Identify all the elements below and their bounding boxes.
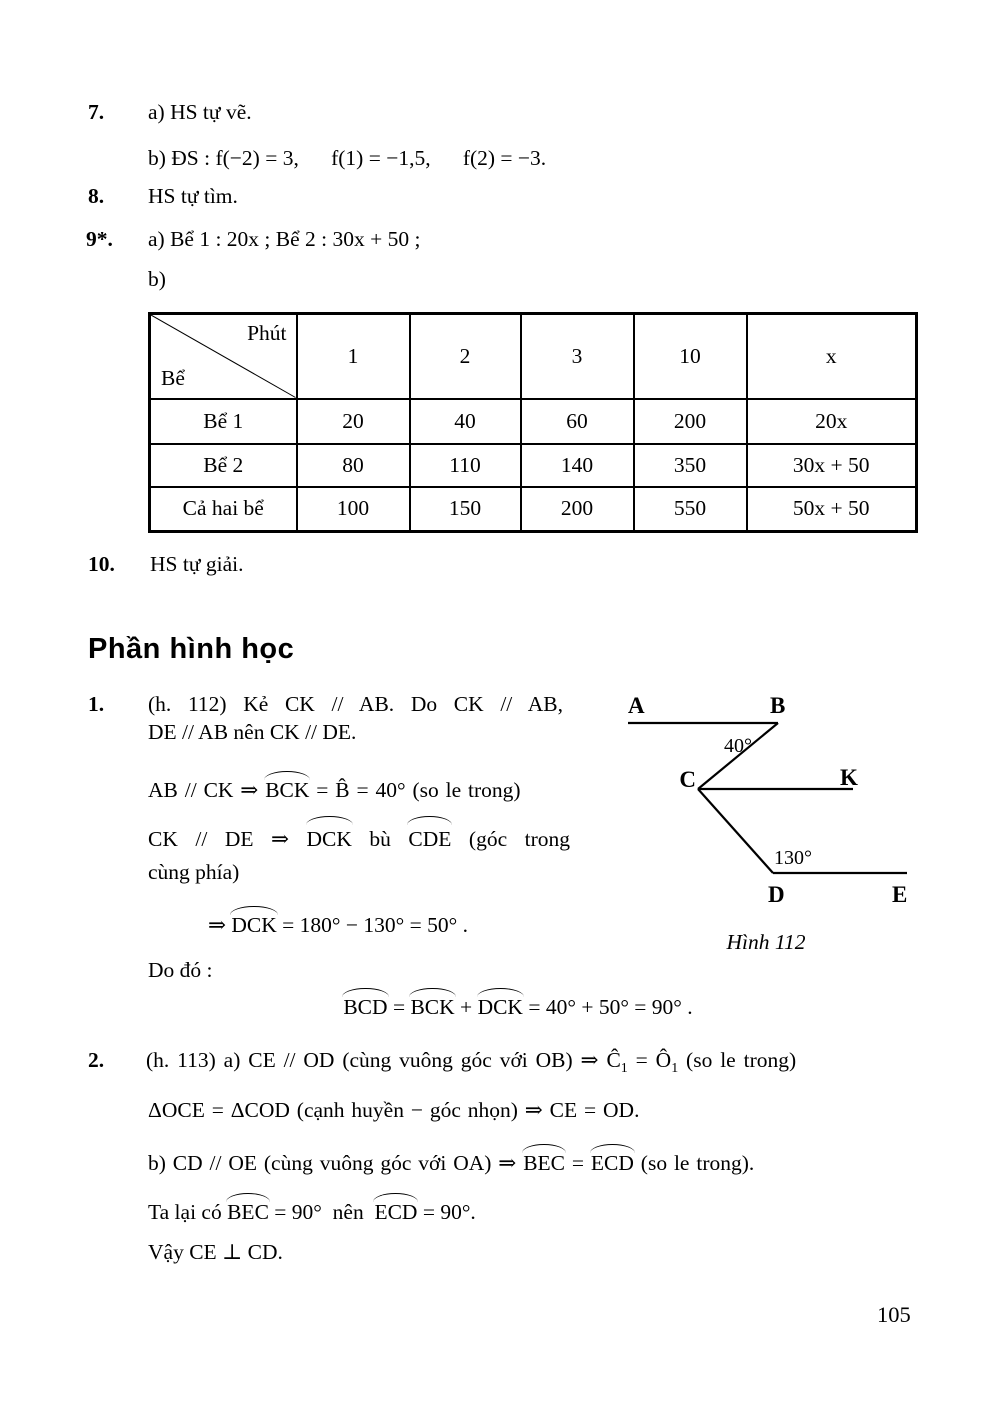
cell: 550 <box>634 487 747 532</box>
page-number: 105 <box>877 1302 911 1327</box>
angle-arc-notation: ECD <box>590 1151 634 1175</box>
cell: 150 <box>410 487 521 532</box>
item-2-line-bec: Ta lại có BEC = 90° nên ECD = 90°. <box>148 1200 476 1224</box>
item-1-equation-dck: ⇒ DCK = 180° − 130° = 50° . <box>208 913 468 937</box>
cell: 80 <box>297 444 410 487</box>
item-2-line-a: (h. 113) a) CE // OD (cùng vuông góc với OB) ⇒ $Ĉ_1$ = $Ô_1$ (so le trong) <box>146 1048 797 1076</box>
item-1-do-do: Do đó : <box>148 958 213 982</box>
item-8-text: HS tự tìm. <box>148 184 238 208</box>
fill-rate-table <box>148 312 918 533</box>
row-label: Cả hai bể <box>150 487 297 532</box>
corner-label-tank: Bể <box>161 365 185 390</box>
point-label-D: D <box>768 882 785 907</box>
cell: 60 <box>521 399 634 444</box>
angle-arc-notation: BCK <box>410 995 455 1019</box>
col-header: 10 <box>634 314 747 399</box>
subscript: 1 <box>671 1060 679 1076</box>
point-label-C: C <box>679 767 696 792</box>
cell: 100 <box>297 487 410 532</box>
angle-arc-notation: BCD <box>343 995 388 1019</box>
subscript: 1 <box>620 1060 628 1076</box>
item-9-line-b: b) <box>148 267 166 291</box>
cell: 140 <box>521 444 634 487</box>
cell: 200 <box>634 399 747 444</box>
cell: 50x + 50 <box>747 487 917 532</box>
item-2-line-triangles: ΔOCE = ΔCOD (cạnh huyền − góc nhọn) ⇒ CE = OD. <box>148 1098 640 1122</box>
item-1-p1-line-2: DE // AB nên CK // DE. <box>148 720 357 744</box>
corner-label-minutes: Phút <box>247 321 287 345</box>
item-2-line-b: b) CD // OE (cùng vuông góc với OA) ⇒ BEC = ECD (so le trong). <box>148 1151 755 1175</box>
item-1-p3-line-2: cùng phía) <box>148 860 240 884</box>
table-row <box>150 487 917 532</box>
cell: 20 <box>297 399 410 444</box>
line-CD <box>698 789 773 873</box>
angle-arc-notation: DCK <box>231 913 277 937</box>
angle-arc-notation: CDE <box>408 823 451 856</box>
table-corner-cell <box>150 314 297 399</box>
angle-label-130: 130° <box>774 847 812 869</box>
item-1-number: 1. <box>88 692 105 716</box>
col-header: 3 <box>521 314 634 399</box>
col-header: 2 <box>410 314 521 399</box>
section-heading-geometry: Phần hình học <box>88 633 295 665</box>
item-2-conclusion: Vậy CE ⊥ CD. <box>148 1240 283 1264</box>
item-10-text: HS tự giải. <box>150 552 244 576</box>
row-label: Bể 2 <box>150 444 297 487</box>
cell: 350 <box>634 444 747 487</box>
item-1-equation-bck: AB // CK ⇒ BCK = B̂ = 40° (so le trong) <box>148 778 521 802</box>
item-9-line-a: a) Bể 1 : 20x ; Bể 2 : 30x + 50 ; <box>148 227 421 251</box>
item-7-line-a: a) HS tự vẽ. <box>148 100 252 124</box>
angle-arc-notation: DCK <box>307 823 352 856</box>
cell: 20x <box>747 399 917 444</box>
item-10-number: 10. <box>88 552 115 576</box>
point-label-E: E <box>892 882 908 907</box>
col-header: x <box>747 314 917 399</box>
row-label: Bể 1 <box>150 399 297 444</box>
angle-arc-notation: BCK <box>265 778 310 802</box>
cell: 200 <box>521 487 634 532</box>
angle-arc-notation: DCK <box>477 995 523 1019</box>
item-2-number: 2. <box>88 1048 105 1072</box>
point-label-B: B <box>770 693 786 718</box>
item-1-paragraph-3 <box>148 823 570 889</box>
table-row <box>150 399 917 444</box>
point-label-A: A <box>628 693 645 718</box>
table-row <box>150 444 917 487</box>
cell: 40 <box>410 399 521 444</box>
angle-arc-notation: BEC <box>523 1151 566 1175</box>
cell: 30x + 50 <box>747 444 917 487</box>
angle-arc-notation: ECD <box>374 1200 418 1224</box>
item-1-equation-bcd: BCD = BCK + DCK = 40° + 50° = 90° . <box>343 995 693 1019</box>
cell: 110 <box>410 444 521 487</box>
item-7-line-b: b) ĐS : f(−2) = 3, f(1) = −1,5, f(2) = −3. <box>148 146 547 170</box>
col-header: 1 <box>297 314 410 399</box>
angle-arc-notation: BEC <box>227 1200 269 1224</box>
item-8-number: 8. <box>88 184 105 208</box>
item-1-p3-line-1: CK // DE ⇒ DCK bù CDE (góc trong <box>148 823 570 856</box>
figure-caption: Hình 112 <box>726 930 806 954</box>
figure-112 <box>612 690 1004 960</box>
item-1-paragraph-1 <box>148 690 563 746</box>
item-7-number: 7. <box>88 100 105 124</box>
point-label-K: K <box>840 765 858 790</box>
angle-label-40: 40° <box>724 735 752 757</box>
item-1-p1-line-1: (h. 112) Kẻ CK // AB. Do CK // AB, <box>148 692 563 716</box>
item-9-number: 9*. <box>86 227 113 251</box>
